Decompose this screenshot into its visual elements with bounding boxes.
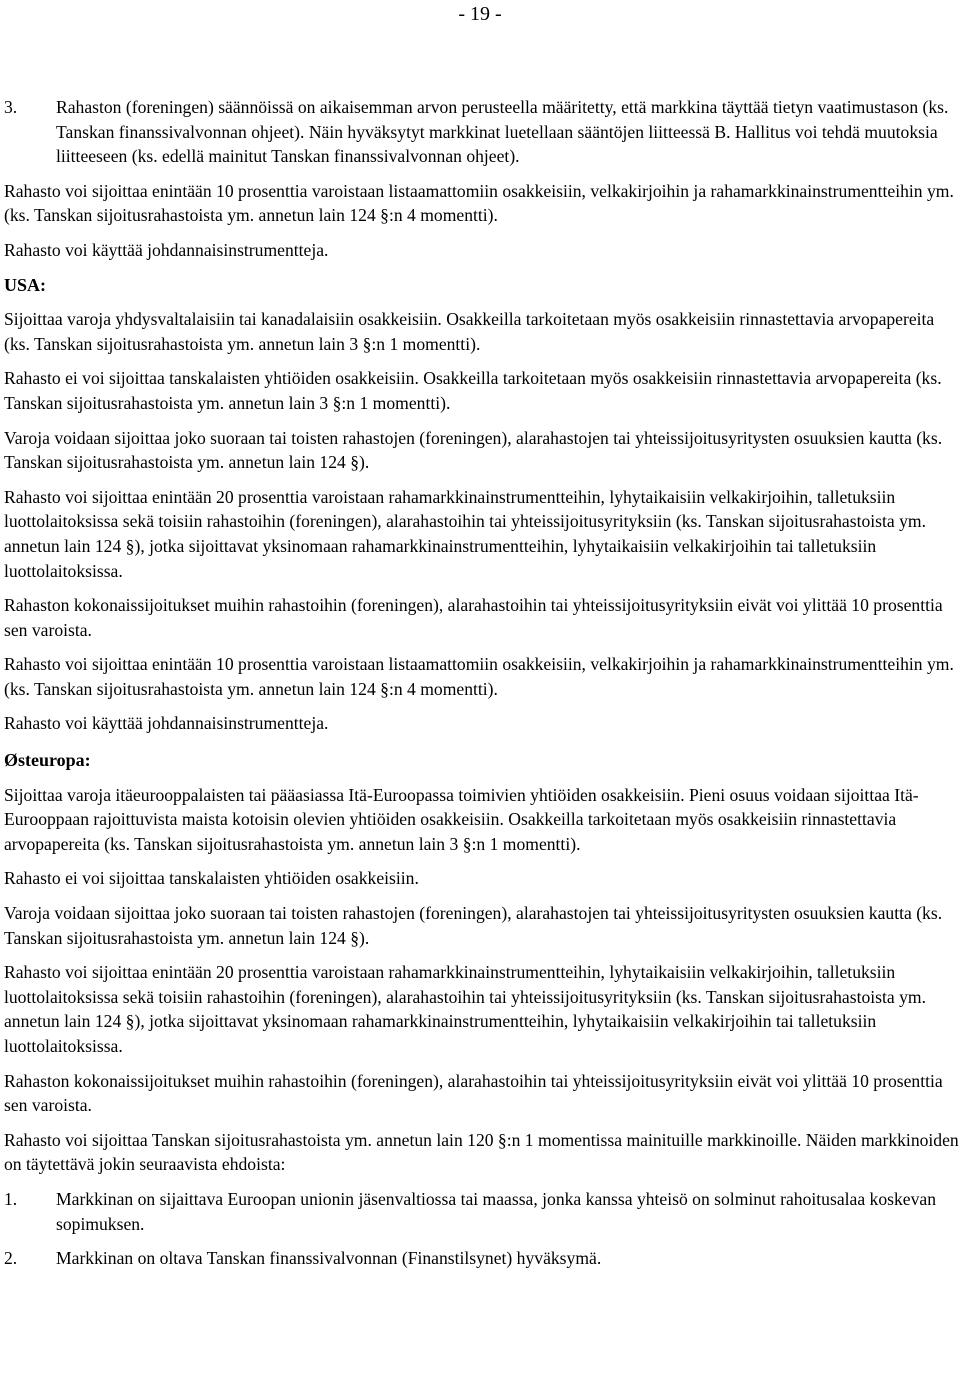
item-text: Markkinan on sijaittava Euroopan unionin jäsenvaltiossa tai maassa, jonka kanssa yhteisö on solminut rahoitusalaa koskevan sopimuksen. bbox=[56, 1188, 936, 1234]
item-text: Markkinan on oltava Tanskan finanssivalvonnan (Finanstilsynet) hyväksymä. bbox=[56, 1248, 602, 1269]
section-heading-usa: USA: bbox=[4, 274, 47, 295]
paragraph: Rahasto ei voi sijoittaa tanskalaisten yhtiöiden osakkeisiin. bbox=[4, 868, 419, 889]
item-text: Rahaston (foreningen) säännöissä on aikaisemman arvon perusteella määritetty, että markkina täyttää tietyn vaatimustason (ks. Tanskan finanssivalvonnan ohjeet). Näin hyväksytyt markkinat luetellaan sääntöjen liitteessä B. Hallitus voi tehdä muutoksia liitteeseen (ks. edellä mainitut Tanskan finanssivalvonnan ohjeet). bbox=[56, 97, 949, 167]
item-number: 1. bbox=[4, 1188, 18, 1209]
paragraph: Varoja voidaan sijoittaa joko suoraan tai toisten rahastojen (foreningen), alarahastojen tai yhteissijoitusyritysten osuuksien kautta (ks. Tanskan sijoitusrahastoista ym. annetun lain 124 §). bbox=[4, 903, 943, 948]
page-number: - 19 - bbox=[458, 3, 502, 25]
paragraph: Rahasto voi sijoittaa enintään 10 prosenttia varoistaan listaamattomiin osakkeisiin, velkakirjoihin ja rahamarkkinainstrumentteihin ym. (ks. Tanskan sijoitusrahastoista ym. annetun lain 124 §:n 4 momentti). bbox=[4, 180, 954, 226]
paragraph: Rahasto voi sijoittaa Tanskan sijoitusrahastoista ym. annetun lain 120 §:n 1 momentissa mainituille markkinoille. Näiden markkinoiden on täytettävä jokin seuraavista ehdoista: bbox=[4, 1129, 959, 1175]
paragraph: Rahasto voi sijoittaa enintään 10 prosenttia varoistaan listaamattomiin osakkeisiin, velkakirjoihin ja rahamarkkinainstrumentteihin ym. (ks. Tanskan sijoitusrahastoista ym. annetun lain 124 §:n 4 momentti). bbox=[4, 654, 954, 699]
item-number: 2. bbox=[4, 1248, 18, 1269]
paragraph: Rahasto ei voi sijoittaa tanskalaisten yhtiöiden osakkeisiin. Osakkeilla tarkoitetaan myös osakkeisiin rinnastettavia arvopapereita (ks. Tanskan sijoitusrahastoista ym. annetun lain 3 §:n 1 momentti). bbox=[4, 368, 942, 413]
paragraph: Rahasto voi käyttää johdannaisinstrumentteja. bbox=[4, 239, 329, 260]
paragraph: Rahaston kokonaissijoitukset muihin rahastoihin (foreningen), alarahastoihin tai yhteissijoitusyrityksiin eivät voi ylittää 10 prosenttia sen varoista. bbox=[4, 1070, 943, 1116]
section-heading-osteuropa: Østeuropa: bbox=[4, 750, 91, 771]
paragraph: Rahasto voi sijoittaa enintään 20 prosenttia varoistaan rahamarkkinainstrumentteihin, lyhytaikaisiin velkakirjoihin, talletuksiin luottolaitoksissa sekä toisiin rahastoihin (foreningen), alarahastoihin tai yhteissijoitusyrityksiin (ks. Tanskan sijoitusrahastoista ym. annetun lain 124 §), jotka sijoittavat yksinomaan rahamarkkinainstrumentteihin, lyhytaikaisiin velkakirjoihin tai talletuksiin luottolaitoksissa. bbox=[4, 486, 926, 581]
paragraph: Sijoittaa varoja yhdysvaltalaisiin tai kanadalaisiin osakkeisiin. Osakkeilla tarkoitetaan myös osakkeisiin rinnastettavia arvopapereita (ks. Tanskan sijoitusrahastoista ym. annetun lain 3 §:n 1 momentti). bbox=[4, 309, 935, 354]
paragraph: Varoja voidaan sijoittaa joko suoraan tai toisten rahastojen (foreningen), alarahastojen tai yhteissijoitusyritysten osuuksien kautta (ks. Tanskan sijoitusrahastoista ym. annetun lain 124 §). bbox=[4, 427, 943, 473]
paragraph: Rahasto voi sijoittaa enintään 20 prosenttia varoistaan rahamarkkinainstrumentteihin, lyhytaikaisiin velkakirjoihin, talletuksiin luottolaitoksissa sekä toisiin rahastoihin (foreningen), alarahastoihin tai yhteissijoitusyrityksiin (ks. Tanskan sijoitusrahastoista ym. annetun lain 124 §), jotka sijoittavat yksinomaan rahamarkkinainstrumentteihin, lyhytaikaisiin velkakirjoihin tai talletuksiin luottolaitoksissa. bbox=[4, 962, 926, 1056]
numbered-item-3 bbox=[4, 95, 960, 169]
document-body bbox=[4, 95, 960, 1281]
paragraph: Rahasto voi käyttää johdannaisinstrumentteja. bbox=[4, 713, 329, 734]
condition-item-1 bbox=[4, 1187, 960, 1236]
paragraph: Rahaston kokonaissijoitukset muihin rahastoihin (foreningen), alarahastoihin tai yhteissijoitusyrityksiin eivät voi ylittää 10 prosenttia sen varoista. bbox=[4, 595, 943, 640]
paragraph: Sijoittaa varoja itäeurooppalaisten tai pääasiassa Itä-Euroopassa toimivien yhtiöiden osakkeisiin. Pieni osuus voidaan sijoittaa Itä-Eurooppaan rajoittuvista maista kotoisin olevien yhtiöiden osakkeisiin. Osakkeilla tarkoitetaan myös osakkeisiin rinnastettavia arvopapereita (ks. Tanskan sijoitusrahastoista ym. annetun lain 3 §:n 1 momentti). bbox=[4, 784, 919, 854]
item-number: 3. bbox=[4, 97, 18, 117]
condition-item-2 bbox=[4, 1246, 960, 1271]
